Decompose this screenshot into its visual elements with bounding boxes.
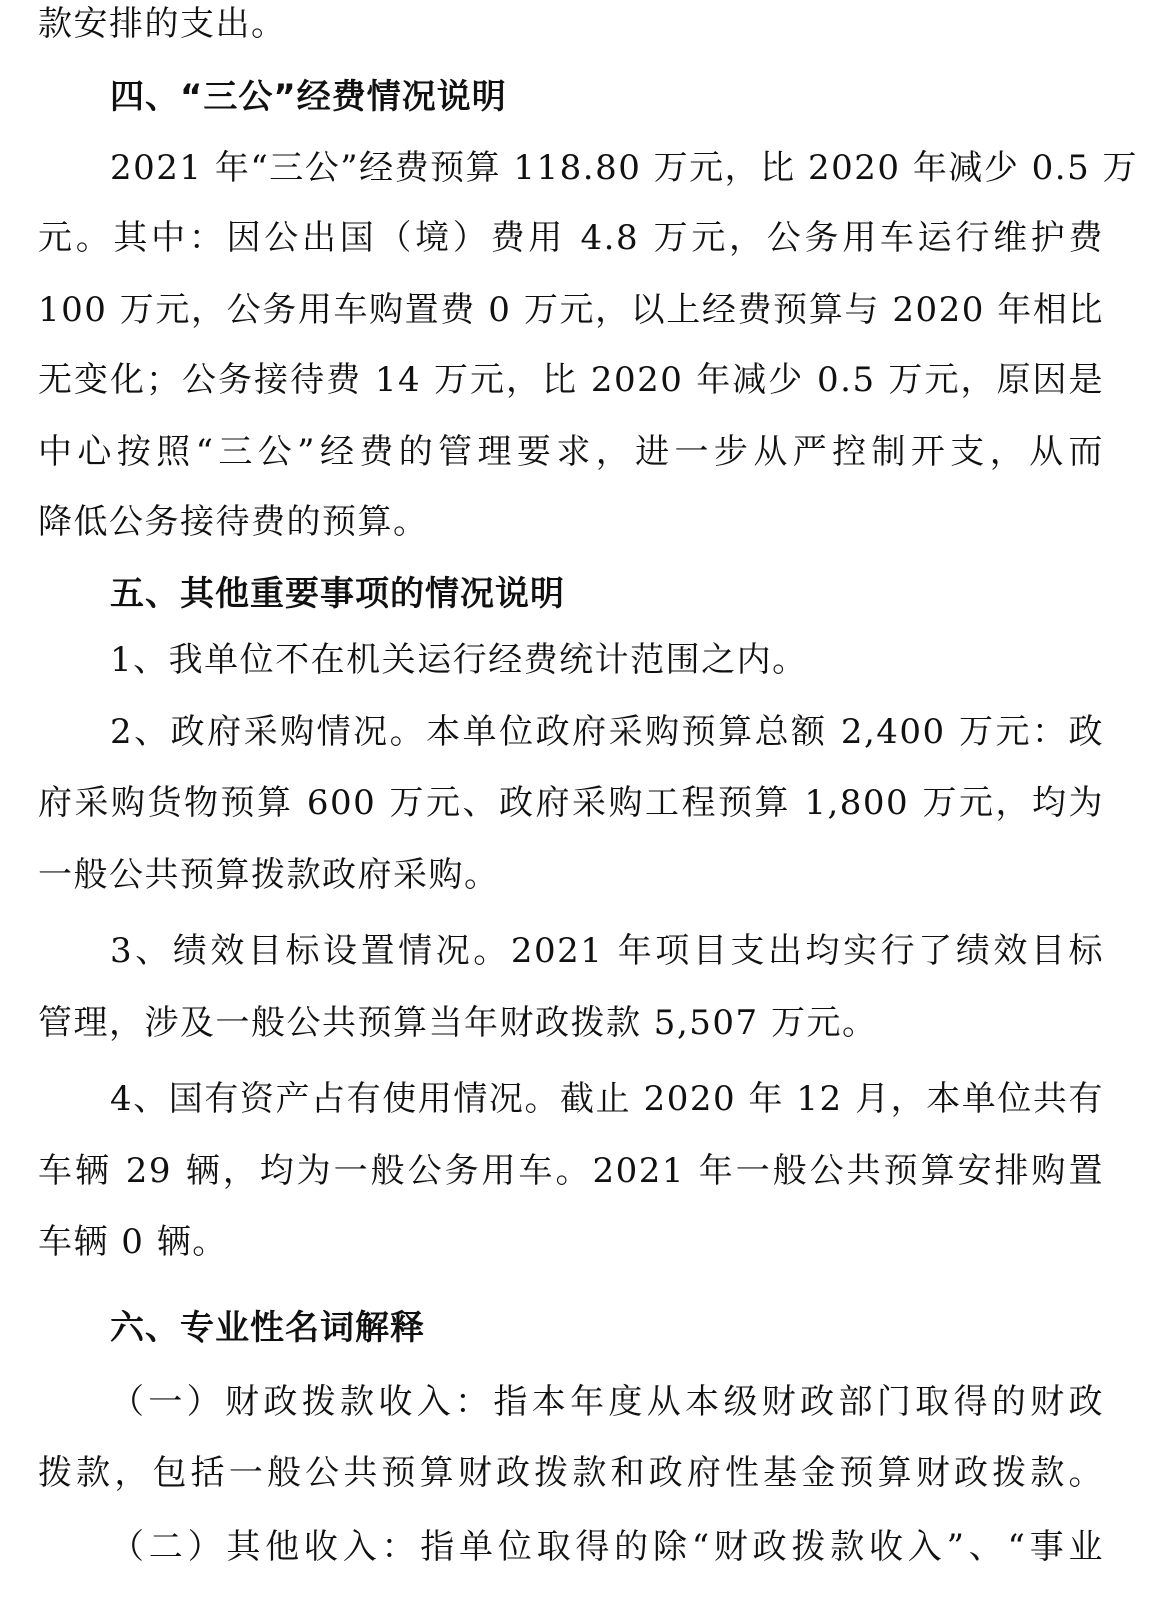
text-line: 3、绩效目标设置情况。2021 年项目支出均实行了绩效目标: [110, 931, 1104, 971]
text-line: 拨款，包括一般公共预算财政拨款和政府性基金预算财政拨款。: [38, 1453, 1104, 1493]
text-line: 一般公共预算拨款政府采购。: [38, 855, 500, 895]
text-line: 4、国有资产占有使用情况。截止 2020 年 12 月，本单位共有: [110, 1079, 1104, 1119]
text-line: 100 万元，公务用车购置费 0 万元，以上经费预算与 2020 年相比: [38, 290, 1104, 330]
text-line: 款安排的支出。: [38, 4, 287, 44]
text-line: 2021 年“三公”经费预算 118.80 万元，比 2020 年减少 0.5 万: [110, 148, 1139, 188]
section-heading: 五、其他重要事项的情况说明: [110, 574, 565, 614]
text-line: 2、政府采购情况。本单位政府采购预算总额 2,400 万元：政: [110, 712, 1104, 752]
text-line: 府采购货物预算 600 万元、政府采购工程预算 1,800 万元，均为: [38, 783, 1104, 823]
text-line: （一）财政拨款收入：指本年度从本级财政部门取得的财政: [110, 1382, 1104, 1422]
section-heading: 四、“三公”经费情况说明: [110, 77, 507, 117]
text-line: 元。其中：因公出国（境）费用 4.8 万元，公务用车运行维护费: [38, 218, 1104, 258]
text-line: 1、我单位不在机关运行经费统计范围之内。: [110, 640, 808, 680]
text-line: 无变化；公务接待费 14 万元，比 2020 年减少 0.5 万元，原因是: [38, 360, 1104, 400]
text-line: 车辆 0 辆。: [38, 1222, 228, 1262]
text-line: 中心按照“三公”经费的管理要求，进一步从严控制开支，从而: [38, 432, 1104, 472]
section-heading: 六、专业性名词解释: [110, 1308, 425, 1348]
text-line: 降低公务接待费的预算。: [38, 502, 429, 542]
text-line: 车辆 29 辆，均为一般公务用车。2021 年一般公共预算安排购置: [38, 1151, 1104, 1191]
text-line: 管理，涉及一般公共预算当年财政拨款 5,507 万元。: [38, 1003, 878, 1043]
text-line: （二）其他收入：指单位取得的除“财政拨款收入”、“事业: [110, 1527, 1104, 1567]
